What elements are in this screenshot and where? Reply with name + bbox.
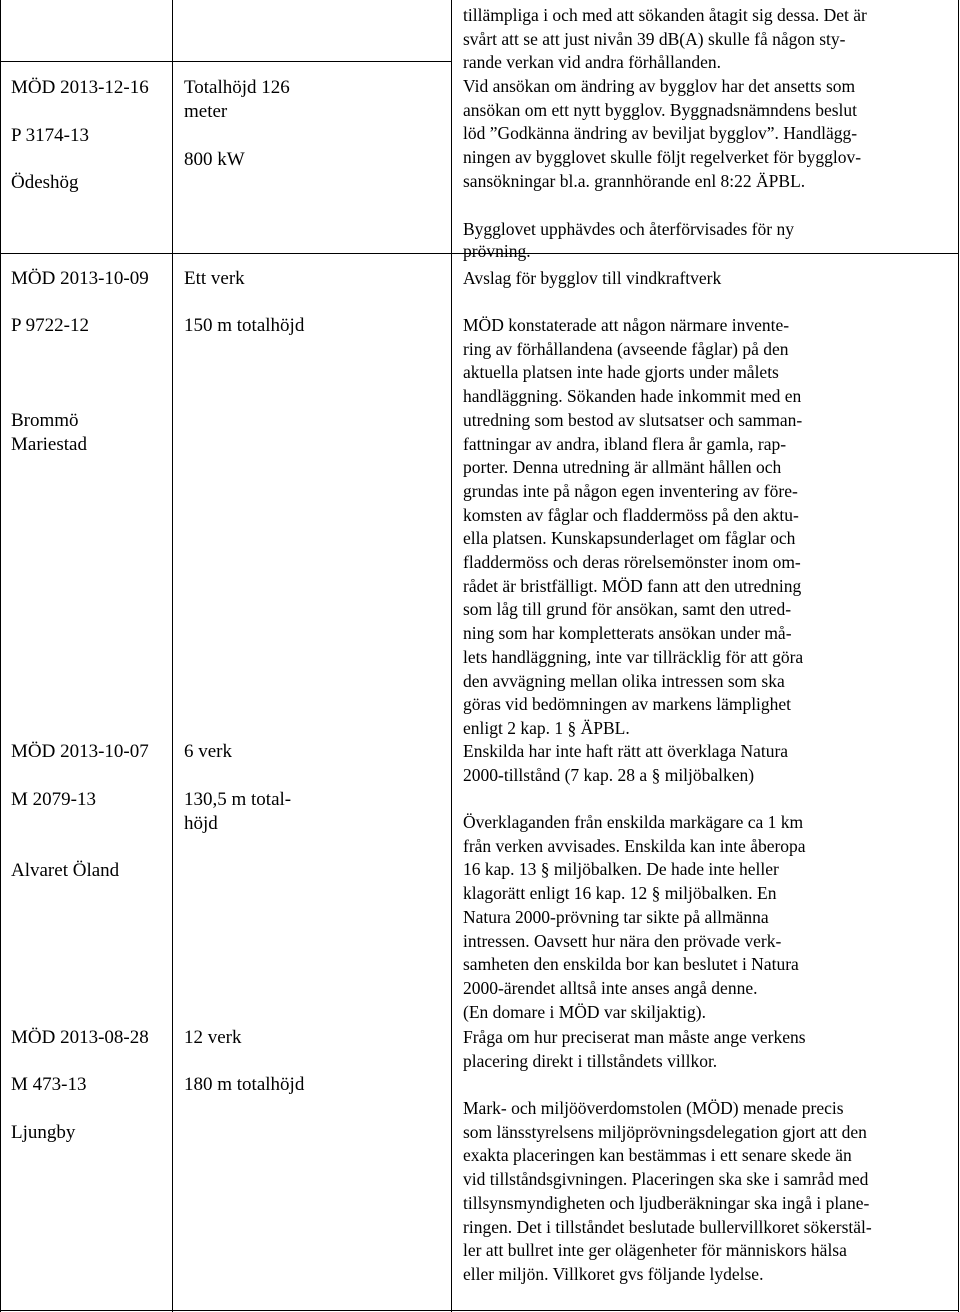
text-line: (En domare i MÖD var skiljaktig). (463, 1001, 707, 1022)
text-line: ning som har kompletterats ansökan under må- (463, 623, 792, 644)
text-line: eller miljön. Villkoret gvs följande lydelse. (463, 1263, 764, 1284)
row-1-date: MÖD 2013-12-16 (11, 77, 149, 98)
text-line: Avslag för bygglov till vindkraftverk (463, 268, 722, 288)
text-line: fladdermöss och deras rörelsemönster inom om- (463, 552, 801, 573)
row-3-info-line: höjd (184, 813, 218, 834)
comment-row-2-title (463, 267, 721, 291)
text-line: exakta placeringen kan bestämmas i ett senare skede än (463, 1145, 852, 1166)
comment-top-continuation (463, 4, 867, 75)
row-2-info-line: 150 m totalhöjd (184, 315, 305, 336)
text-line: tillsynsmyndigheten och ljudberäkningar ska ingå i plane- (463, 1192, 870, 1213)
row-4-info-line: 12 verk (184, 1027, 242, 1048)
text-line: göras vid bedömningen av markens lämplighet (463, 694, 792, 715)
text-line: aktuella platsen inte hade gjorts under målets (463, 362, 779, 383)
table-border-right (958, 0, 959, 1312)
comment-row-3 (463, 811, 806, 1024)
row-2-info-line: Ett verk (184, 268, 245, 289)
text-line: ella platsen. Kunskapsunderlaget om fåglar och (463, 528, 796, 549)
text-line: tillämpliga i och med att sökanden åtagit sig dessa. Det är (463, 5, 867, 25)
text-line: 16 kap. 13 § miljöbalken. De hade inte heller (463, 859, 779, 880)
row-1-info-line: meter (184, 101, 228, 122)
text-line: intressen. Oavsett hur nära den prövade verk- (463, 930, 782, 951)
column-divider-2 (451, 0, 452, 1312)
text-line: komsten av fåglar och fladdermöss på den aktu- (463, 504, 799, 525)
comment-row-2 (463, 314, 803, 741)
text-line: svårt att se att just nivån 39 dB(A) skulle få någon sty- (463, 28, 846, 49)
text-line: placering direkt i tillståndets villkor. (463, 1050, 718, 1071)
text-line: Mark- och miljööverdomstolen (MÖD) menade precis (463, 1098, 844, 1118)
text-line: ler att bullret inte ger olägenheter för människors hälsa (463, 1240, 847, 1261)
row-2-place-line: Brommö (11, 410, 79, 431)
text-line: utredning som bestod av slutsatser och samman- (463, 409, 803, 430)
text-line: ansökan om ett nytt bygglov. Byggnadsnämndens beslut (463, 99, 858, 120)
text-line: Vid ansökan om ändring av bygglov har det ansetts som (463, 76, 856, 96)
row-4-place: Ljungby (11, 1122, 76, 1143)
text-line: ningen av bygglovet skulle följt regelverket för bygglov- (463, 147, 862, 168)
text-line: samheten den enskilda bor kan beslutet i Natura (463, 954, 799, 975)
text-line: Bygglovet upphävdes och återförvisades för ny (463, 219, 794, 239)
comment-row-4-heading (463, 1026, 806, 1073)
row-4-info-line: 180 m totalhöjd (184, 1074, 305, 1095)
text-line: rådet är bristfälligt. MÖD fann att den utredning (463, 575, 802, 596)
text-line: som länsstyrelsens miljöprövningsdelegation gjort att den (463, 1121, 867, 1142)
row-1-case-number: P 3174-13 (11, 125, 89, 146)
row-3-case-number: M 2079-13 (11, 789, 96, 810)
text-line: sansökningar bl.a. grannhörande enl 8:22 ÄPBL. (463, 170, 806, 191)
text-line: MÖD konstaterade att någon närmare invente- (463, 315, 790, 335)
comment-row-1 (463, 75, 861, 194)
comment-row-1-result (463, 218, 794, 261)
text-line: grundas inte på någon egen inventering av före- (463, 480, 798, 501)
text-line: porter. Denna utredning är allmänt hållen och (463, 457, 782, 478)
text-line: 2000-ärendet alltså inte anses angå denne. (463, 977, 758, 998)
text-line: från verken avvisades. Enskilda kan inte åberopa (463, 835, 806, 856)
comment-row-3-heading (463, 740, 788, 787)
text-line: Överklaganden från enskilda markägare ca 1 km (463, 812, 804, 832)
row-3-place: Alvaret Öland (11, 860, 120, 881)
comment-row-4 (463, 1097, 872, 1287)
row-1-info-line: 800 kW (184, 149, 245, 170)
text-line: ring av förhållandena (avseende fåglar) på den (463, 338, 789, 359)
text-line: vid tillståndsgivningen. Placeringen ska ske i samråd med (463, 1169, 869, 1190)
table-border-bottom (0, 1310, 959, 1311)
text-line: ringen. Det i tillståndet beslutade bullervillkoret sökerstäl- (463, 1216, 872, 1237)
text-line: lets handläggning, inte var tillräcklig för att göra (463, 646, 804, 667)
text-line: prövning. (463, 240, 531, 261)
text-line: Fråga om hur preciserat man måste ange verkens (463, 1027, 806, 1047)
row-2-place-line: Mariestad (11, 434, 87, 455)
row-3-info-line: 130,5 m total- (184, 789, 292, 810)
text-line: löd ”Godkänna ändring av beviljat bygglov”. Handlägg- (463, 123, 858, 144)
text-line: handläggning. Sökanden hade inkommit med en (463, 386, 802, 407)
text-line: klagorätt enligt 16 kap. 12 § miljöbalken. En (463, 883, 777, 904)
text-line: rande verkan vid andra förhållanden. (463, 52, 722, 73)
column-divider-1 (172, 0, 173, 1312)
text-line: enligt 2 kap. 1 § ÄPBL. (463, 717, 630, 738)
row-3-date: MÖD 2013-10-07 (11, 741, 149, 762)
text-line: Natura 2000-prövning tar sikte på allmänna (463, 906, 769, 927)
row-divider-top (0, 61, 452, 62)
row-1-info-line: Totalhöjd 126 (184, 77, 290, 98)
table-border-left (0, 0, 1, 1312)
text-line: Enskilda har inte haft rätt att överklaga Natura (463, 741, 789, 761)
text-line: 2000-tillstånd (7 kap. 28 a § miljöbalken) (463, 764, 755, 785)
row-2-date: MÖD 2013-10-09 (11, 268, 149, 289)
row-3-info-line: 6 verk (184, 741, 233, 762)
row-4-case-number: M 473-13 (11, 1074, 87, 1095)
row-2-case-number: P 9722-12 (11, 315, 89, 336)
row-1-place: Ödeshög (11, 172, 79, 193)
text-line: som låg till grund för ansökan, samt den utred- (463, 599, 792, 620)
text-line: den avvägning mellan olika intressen som ska (463, 670, 785, 691)
text-line: fattningar av andra, ibland flera år gamla, rap- (463, 433, 787, 454)
row-4-date: MÖD 2013-08-28 (11, 1027, 149, 1048)
